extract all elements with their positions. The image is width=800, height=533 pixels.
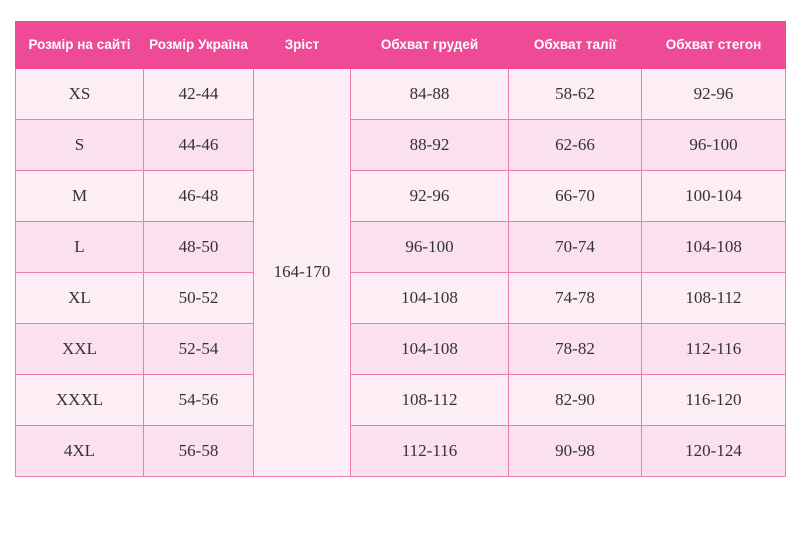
cell-hips: 100-104 (642, 170, 786, 221)
cell-ua-size: 52-54 (144, 323, 254, 374)
table-row (16, 170, 786, 221)
cell-ua-size: 42-44 (144, 68, 254, 119)
cell-waist: 70-74 (509, 221, 642, 272)
cell-hips: 108-112 (642, 272, 786, 323)
cell-hips: 92-96 (642, 68, 786, 119)
cell-chest: 96-100 (351, 221, 509, 272)
cell-site-size: L (16, 221, 144, 272)
cell-waist: 62-66 (509, 119, 642, 170)
cell-hips: 104-108 (642, 221, 786, 272)
column-header-ua-size: Розмір Україна (144, 22, 254, 69)
cell-ua-size: 46-48 (144, 170, 254, 221)
cell-ua-size: 54-56 (144, 374, 254, 425)
cell-ua-size: 50-52 (144, 272, 254, 323)
table-row (16, 272, 786, 323)
cell-hips: 120-124 (642, 425, 786, 476)
cell-chest: 88-92 (351, 119, 509, 170)
cell-site-size: XL (16, 272, 144, 323)
cell-ua-size: 44-46 (144, 119, 254, 170)
size-chart-table (15, 21, 786, 477)
table-row (16, 68, 786, 119)
cell-chest: 104-108 (351, 323, 509, 374)
cell-site-size: M (16, 170, 144, 221)
cell-ua-size: 56-58 (144, 425, 254, 476)
cell-waist: 66-70 (509, 170, 642, 221)
cell-chest: 108-112 (351, 374, 509, 425)
cell-chest: 84-88 (351, 68, 509, 119)
cell-hips: 96-100 (642, 119, 786, 170)
table-row (16, 119, 786, 170)
table-header-row (16, 22, 786, 69)
cell-waist: 58-62 (509, 68, 642, 119)
cell-waist: 82-90 (509, 374, 642, 425)
cell-site-size: XXXL (16, 374, 144, 425)
column-header-hips: Обхват стегон (642, 22, 786, 69)
table-body (16, 68, 786, 476)
table-header (16, 22, 786, 69)
cell-site-size: XXL (16, 323, 144, 374)
column-header-site-size: Розмір на сайті (16, 22, 144, 69)
cell-hips: 112-116 (642, 323, 786, 374)
column-header-waist: Обхват талії (509, 22, 642, 69)
cell-chest: 112-116 (351, 425, 509, 476)
table-row (16, 374, 786, 425)
cell-waist: 90-98 (509, 425, 642, 476)
cell-waist: 78-82 (509, 323, 642, 374)
cell-site-size: XS (16, 68, 144, 119)
cell-chest: 92-96 (351, 170, 509, 221)
cell-height: 164-170 (254, 68, 351, 476)
table-row (16, 425, 786, 476)
cell-site-size: 4XL (16, 425, 144, 476)
table-row (16, 323, 786, 374)
table-row (16, 221, 786, 272)
cell-chest: 104-108 (351, 272, 509, 323)
cell-waist: 74-78 (509, 272, 642, 323)
cell-hips: 116-120 (642, 374, 786, 425)
column-header-height: Зріст (254, 22, 351, 69)
column-header-chest: Обхват грудей (351, 22, 509, 69)
cell-ua-size: 48-50 (144, 221, 254, 272)
cell-site-size: S (16, 119, 144, 170)
